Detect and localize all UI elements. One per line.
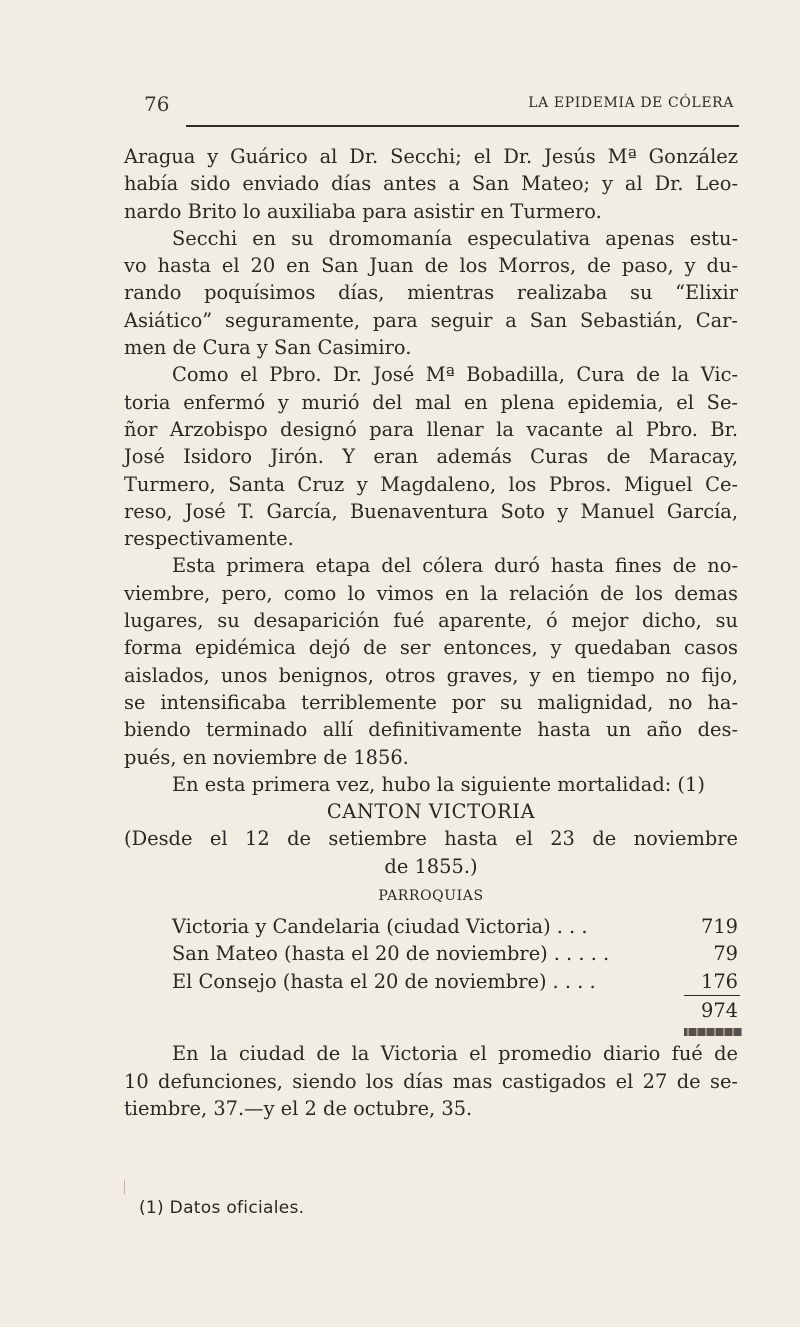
text-line: pués, en noviembre de 1856. bbox=[124, 745, 409, 769]
page-number: 76 bbox=[144, 92, 170, 116]
footnote: (1) Datos oficiales. bbox=[139, 1198, 305, 1218]
text-line: rando poquísimos días, mientras realizaba su “Elixir bbox=[124, 281, 738, 305]
text-line: toria enfermó y murió del mal en plena epidemia, el Se- bbox=[124, 390, 738, 414]
text-line: aislados, unos benignos, otros graves, y en tiempo no fijo, bbox=[124, 663, 738, 687]
text-line: vo hasta el 20 en San Juan de los Morros, de paso, y du- bbox=[124, 254, 738, 278]
canton-dates: (Desde el 12 de setiembre hasta el 23 de noviembre bbox=[124, 827, 738, 851]
text-line: Como el Pbro. Dr. José Mª Bobadilla, Cura de la Vic- bbox=[172, 363, 738, 387]
text-line: ñor Arzobispo designó para llenar la vacante al Pbro. Br. bbox=[124, 417, 738, 441]
text-line: forma epidémica dejó de ser entonces, y quedaban casos bbox=[124, 636, 738, 660]
text-line: tiembre, 37.—y el 2 de octubre, 35. bbox=[124, 1097, 473, 1120]
text-line: Aragua y Guárico al Dr. Secchi; el Dr. Jesús Mª González bbox=[124, 145, 738, 168]
total-row bbox=[124, 996, 738, 1024]
header-rule bbox=[186, 125, 739, 127]
table-row bbox=[124, 913, 738, 940]
body-text bbox=[124, 143, 738, 1122]
parroquias-heading: PARROQUIAS bbox=[378, 888, 484, 905]
total-deaths: 974 bbox=[700, 998, 738, 1022]
running-title: LA EPIDEMIA DE CÓLERA bbox=[528, 95, 734, 111]
canton-dates-year: de 1855.) bbox=[384, 854, 478, 878]
text-line: viembre, pero, como lo vimos en la relación de los demas bbox=[124, 581, 738, 605]
text-line: men de Cura y San Casimiro. bbox=[124, 336, 412, 360]
page-header bbox=[124, 92, 738, 120]
text-line: se intensificaba terriblemente por su malignidad, no ha- bbox=[124, 690, 738, 714]
text-line: 10 defunciones, siendo los días mas castigados el 27 de se- bbox=[124, 1069, 738, 1093]
text-line: Asiático” seguramente, para seguir a San Sebastián, Car- bbox=[124, 308, 738, 332]
parish-name: El Consejo (hasta el 20 de noviembre) bbox=[172, 969, 547, 993]
text-line: Secchi en su dromomanía especulativa apenas estu- bbox=[172, 226, 738, 250]
text-line: Esta primera etapa del cólera duró hasta fines de no- bbox=[172, 554, 738, 578]
death-count: 79 bbox=[713, 942, 738, 966]
table-row bbox=[124, 940, 738, 967]
text-line: En esta primera vez, hubo la siguiente mortalidad: (1) bbox=[172, 772, 705, 796]
footnote-mark bbox=[124, 1180, 125, 1194]
death-count: 719 bbox=[700, 915, 738, 939]
text-line: Turmero, Santa Cruz y Magdaleno, los Pbros. Miguel Ce- bbox=[124, 472, 738, 496]
sum-rule bbox=[684, 995, 740, 997]
printer-ornament bbox=[684, 1028, 742, 1036]
text-line: había sido enviado días antes a San Mateo; y al Dr. Leo- bbox=[124, 172, 738, 196]
text-line: En la ciudad de la Victoria el promedio diario fué de bbox=[172, 1042, 738, 1066]
text-line: lugares, su desaparición fué aparente, ó mejor dicho, su bbox=[124, 609, 738, 633]
text-line: José Isidoro Jirón. Y eran además Curas de Maracay, bbox=[124, 445, 738, 469]
parish-name: Victoria y Candelaria (ciudad Victoria) bbox=[172, 915, 551, 939]
text-line: respectivamente. bbox=[124, 527, 294, 551]
leader-dots: . . . bbox=[556, 915, 588, 939]
leader-dots: . . . . bbox=[552, 969, 596, 993]
text-line: nardo Brito lo auxiliaba para asistir en Turmero. bbox=[124, 199, 602, 223]
table-row bbox=[124, 968, 738, 995]
text-line: biendo terminado allí definitivamente hasta un año des- bbox=[124, 718, 738, 742]
parish-name: San Mateo (hasta el 20 de noviembre) bbox=[172, 942, 548, 966]
text-line: reso, José T. García, Buenaventura Soto y Manuel García, bbox=[124, 499, 738, 523]
canton-title: CANTON VICTORIA bbox=[326, 800, 536, 824]
death-count: 176 bbox=[700, 969, 738, 993]
leader-dots: . . . . . bbox=[553, 942, 610, 966]
